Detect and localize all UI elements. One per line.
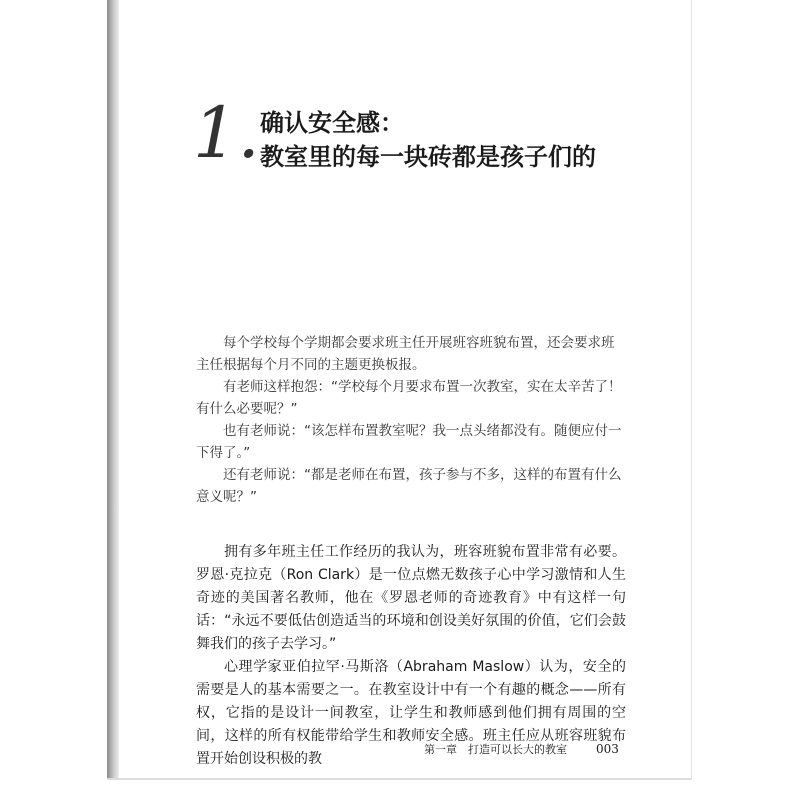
intro-block — [196, 332, 626, 508]
running-footer-chapter: 第一章 打造可以长大的教室 — [424, 743, 567, 756]
section-number: 1. — [193, 92, 260, 174]
body-paragraph: 心理学家亚伯拉罕·马斯洛（Abraham Maslow）认为，安全的需要是人的基本需要之一。在教室设计中有一个有趣的概念——所有权，它指的是设计一间教室，让学生和教师感到他们拥有周围的空间，这样的所有权能带给学生和教师安全感。班主任应从班容班貌布置开始创设积极的教 — [196, 659, 626, 767]
section-title-line-2: 教室里的每一块砖都是孩子们的 — [260, 143, 596, 171]
intro-paragraph: 也有老师说：“该怎样布置教室呢？我一点头绪都没有。随便应付一下得了。” — [196, 423, 622, 461]
intro-paragraph: 每个学校每个学期都会要求班主任开展班容班貌布置，还会要求班主任根据每个月不同的主题更换板报。 — [196, 335, 615, 373]
body-paragraph: 拥有多年班主任工作经历的我认为，班容班貌布置非常有必要。罗恩·克拉克（Ron Clark）是一位点燃无数孩子心中学习激情和人生奇迹的美国著名教师，他在《罗恩老师的奇迹教育》中有这样一句话：“永远不要低估创造适当的环境和创设美好氛围的价值，它们会鼓舞我们的孩子去学习。” — [196, 544, 626, 652]
intro-paragraph: 还有老师说：“都是老师在布置，孩子参与不多，这样的布置有什么意义呢？” — [196, 467, 622, 505]
page-bottom-edge — [107, 778, 691, 780]
body-text — [196, 541, 626, 771]
section-title-line-1: 确认安全感： — [260, 109, 404, 137]
page-number: 003 — [596, 742, 619, 756]
page-spine-shadow — [107, 0, 119, 778]
intro-paragraph: 有老师这样抱怨：“学校每个月要求布置一次教室，实在太辛苦了！有什么必要呢？” — [196, 379, 622, 417]
